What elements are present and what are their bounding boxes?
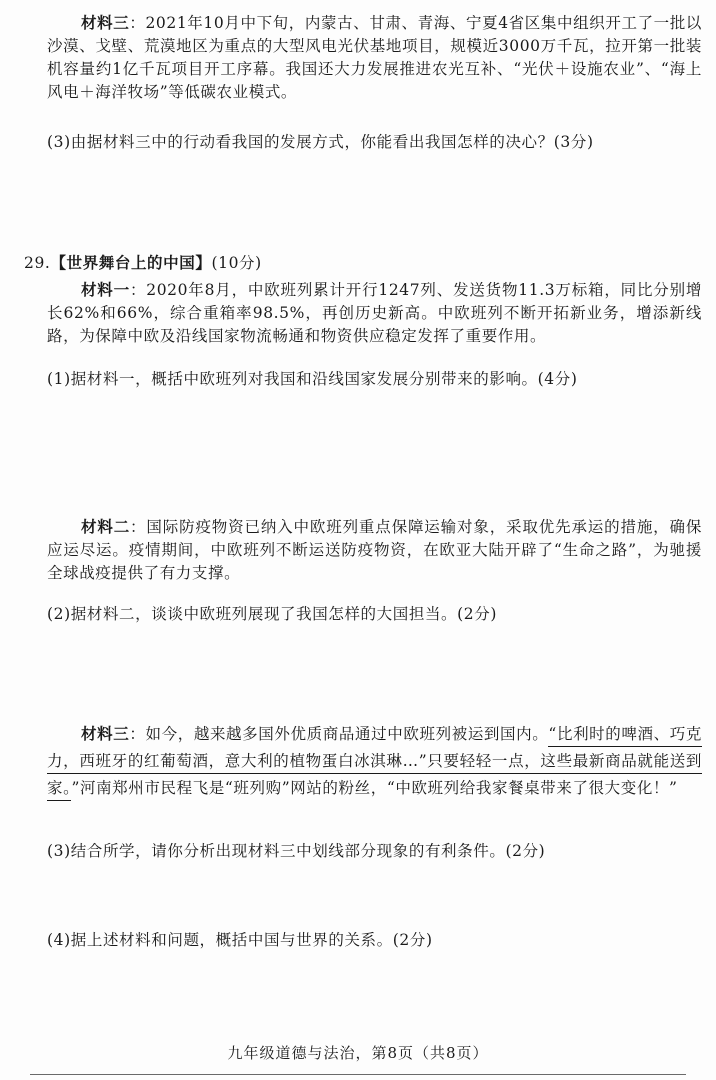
q29-material1-text: ：2020年8月，中欧班列累计开行1247列、发送货物11.3万标箱，同比分别增长62%和66%，综合重箱率98.5%，再创历史新高。中欧班列不断开拓新业务，增添新线路，为保障中欧及沿线国家物流畅通和物资供应稳定发挥了重要作用。 [47,281,702,345]
q29-material2-label: 材料二 [81,517,131,536]
q29-material1-paragraph [47,278,702,348]
q29-question3: (3)结合所学，请你分析出现材料三中划线部分现象的有利条件。(2分) [47,842,546,860]
q29-material2-paragraph [47,515,702,585]
q29-points: (10分) [211,254,262,272]
q29-material3-paragraph [47,720,702,802]
q29-number: 29. [24,254,51,272]
material3-top-label: 材料三 [81,13,130,32]
q29-question2: (2)据材料二，谈谈中欧班列展现了我国怎样的大国担当。(2分) [47,605,498,623]
q29-material3-label: 材料三 [81,724,130,743]
question-28-3: (3)由据材料三中的行动看我国的发展方式，你能看出我国怎样的决心？(3分) [47,133,594,151]
bottom-divider [30,1074,686,1075]
material3-top-paragraph [47,11,702,104]
q29-material1-label: 材料一 [81,280,130,299]
q29-material3-text-after: ”河南郑州市民程飞是“班列购”网站的粉丝，“中欧班列给我家餐桌带来了很大变化！” [71,779,678,797]
q29-question4: (4)据上述材料和问题，概括中国与世界的关系。(2分) [47,931,433,949]
q29-title: 【世界舞台上的中国】 [50,253,212,272]
q29-material3-underlined: “比利时的啤酒、巧克力，西班牙的红葡萄酒，意大利的植物蛋白冰淇琳…”只要轻轻一点，这些最新商品就能送到家。 [47,725,702,801]
q29-heading [24,251,704,275]
q29-question1: (1)据材料一，概括中欧班列对我国和沿线国家发展分别带来的影响。(4分) [47,370,578,388]
q29-material3-text-before: ：如今，越来越多国外优质商品通过中欧班列被运到国内。 [129,725,549,743]
material3-top-text: ：2021年10月中下旬，内蒙古、甘肃、青海、宁夏4省区集中组织开工了一批以沙漠、戈壁、荒漠地区为重点的大型风电光伏基地项目，规模近3000万千瓦，拉开第一批装机容量约1亿千瓦项目开工序幕。我国还大力发展推进农光互补、“光伏＋设施农业”、“海上风电＋海洋牧场”等低碳农业模式。 [47,14,702,101]
q29-material2-text: ：国际防疫物资已纳入中欧班列重点保障运输对象，采取优先承运的措施，确保应运尽运。疫情期间，中欧班列不断运送防疫物资，在欧亚大陆开辟了“生命之路”，为驰援全球战疫提供了有力支撑。 [47,518,702,582]
page-footer: 九年级道德与法治，第8页（共8页） [227,1044,489,1062]
